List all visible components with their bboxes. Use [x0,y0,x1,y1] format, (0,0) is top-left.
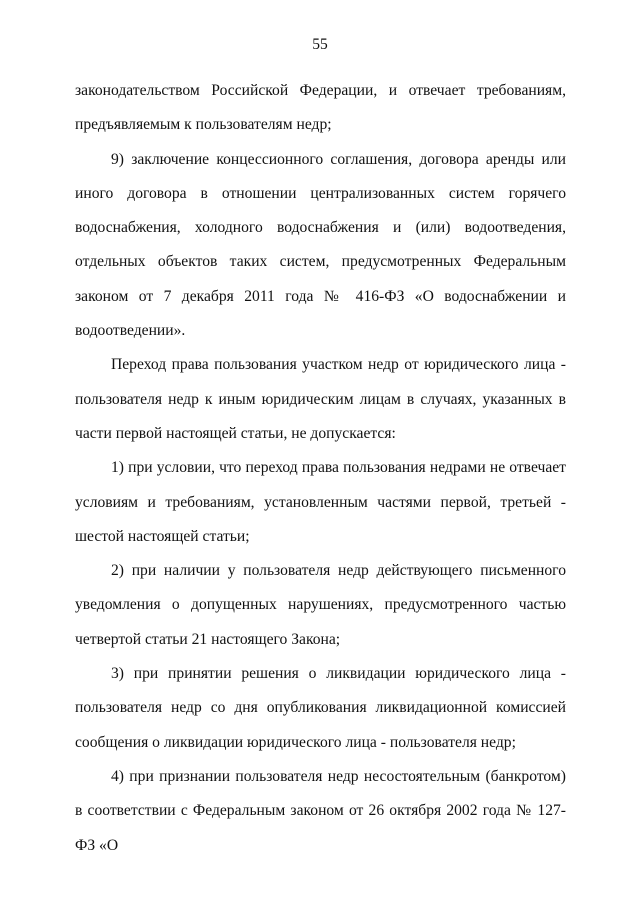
paragraph-item-1: 1) при условии, что переход права пользования недрами не отвечает условиям и требованиям, установленным частями первой, третьей - шестой настоящей статьи; [75,459,566,545]
document-body [75,74,566,863]
paragraph-continuation: законодательством Российской Федерации, и отвечает требованиям, предъявляемым к пользователям недр; [75,82,566,134]
page-number: 55 [312,36,328,53]
paragraph-transfer-rule: Переход права пользования участком недр от юридического лица - пользователя недр к иным юридическим лицам в случаях, указанных в части первой настоящей статьи, не допускается: [75,356,566,442]
paragraph-item-4: 4) при признании пользователя недр несостоятельным (банкротом) в соответствии с Федеральным законом от 26 октября 2002 года № 127-ФЗ «О [75,767,566,854]
paragraph-item-9: 9) заключение концессионного соглашения, договора аренды или иного договора в отношении централизованных систем горячего водоснабжения, холодного водоснабжения и (или) водоотведения, отдельных объектов таких систем, предусмотренных Федеральным законом от 7 декабря 2011 года № 416-ФЗ «О водоснабжении и водоотведении». [75,150,566,340]
paragraph-item-2: 2) при наличии у пользователя недр действующего письменного уведомления о допущенных нарушениях, предусмотренного частью четвертой статьи 21 настоящего Закона; [75,562,566,648]
paragraph-item-3: 3) при принятии решения о ликвидации юридического лица - пользователя недр со дня опубликования ликвидационной комиссией сообщения о ликвидации юридического лица - пользователя недр; [75,665,566,751]
